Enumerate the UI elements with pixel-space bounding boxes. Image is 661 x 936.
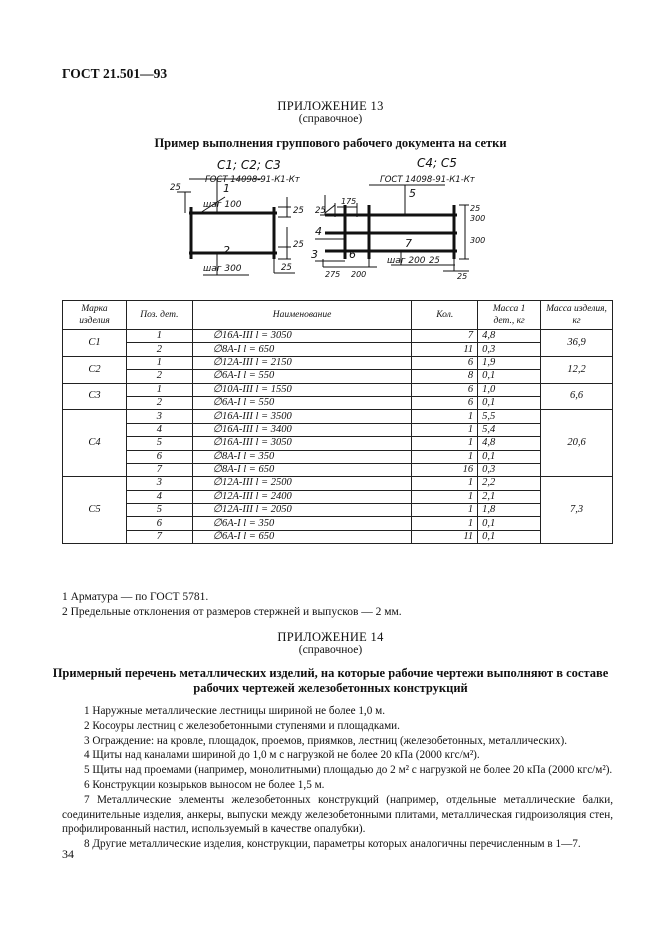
name-cell: ∅10А-III l = 1550 bbox=[192, 383, 412, 396]
pos-cell: 6 bbox=[126, 517, 192, 530]
mass-cell: 5,5 bbox=[478, 410, 541, 423]
qty-cell: 1 bbox=[412, 450, 478, 463]
name-cell: ∅16А-III l = 3050 bbox=[192, 437, 412, 450]
right-dim-275: 275 bbox=[325, 270, 341, 279]
mass-cell: 4,8 bbox=[478, 437, 541, 450]
name-cell: ∅6А-I l = 650 bbox=[192, 530, 412, 543]
pos-cell: 1 bbox=[126, 356, 192, 369]
col-header-pos: Поз. дет. bbox=[126, 301, 192, 330]
specification-table bbox=[62, 300, 613, 544]
table-row bbox=[63, 504, 613, 517]
left-dim-25-b: 25 bbox=[293, 206, 304, 216]
right-dim-25-a: 25 bbox=[315, 206, 326, 216]
table-row bbox=[63, 330, 613, 343]
qty-cell: 7 bbox=[412, 330, 478, 343]
mass-cell: 0,1 bbox=[478, 530, 541, 543]
right-dim-300-a: 300 bbox=[470, 214, 486, 223]
right-dim-25-b: 25 bbox=[429, 256, 440, 266]
qty-cell: 1 bbox=[412, 504, 478, 517]
note-2: 2 Предельные отклонения от размеров стержней и выпусков — 2 мм. bbox=[62, 606, 402, 618]
mass-cell: 1,0 bbox=[478, 383, 541, 396]
table-row bbox=[63, 463, 613, 476]
list-item: 1 Наружные металлические лестницы шириной не более 1,0 м. bbox=[84, 705, 385, 717]
pos-cell: 2 bbox=[126, 343, 192, 356]
qty-cell: 16 bbox=[412, 463, 478, 476]
table-row bbox=[63, 423, 613, 436]
name-cell: ∅12А-III l = 2050 bbox=[192, 504, 412, 517]
table-row bbox=[63, 437, 613, 450]
total-mass-cell: 7,3 bbox=[541, 477, 613, 544]
appendix-13-heading: Пример выполнения группового рабочего документа на сетки bbox=[154, 136, 507, 150]
right-pos-5: 5 bbox=[409, 187, 416, 200]
mass-cell: 1,9 bbox=[478, 356, 541, 369]
name-cell: ∅12А-III l = 2500 bbox=[192, 477, 412, 490]
right-step-200: шаг 200 bbox=[387, 256, 426, 266]
list-item: 6 Конструкции козырьков выносом не более 1,5 м. bbox=[84, 778, 325, 791]
mass-cell: 0,1 bbox=[478, 396, 541, 409]
right-pos-6: 6 bbox=[349, 248, 356, 261]
qty-cell: 6 bbox=[412, 383, 478, 396]
list-item: 2 Косоуры лестниц с железобетонными ступенями и площадками. bbox=[84, 719, 400, 732]
right-pos-3: 3 bbox=[311, 248, 318, 261]
pos-cell: 7 bbox=[126, 530, 192, 543]
left-dim-25-c: 25 bbox=[293, 240, 304, 250]
left-pos-1: 1 bbox=[223, 182, 230, 195]
table-row bbox=[63, 410, 613, 423]
left-pos-2: 2 bbox=[223, 244, 230, 257]
col-header-name: Наименование bbox=[192, 301, 412, 330]
appendix-13-title: ПРИЛОЖЕНИЕ 13 bbox=[277, 99, 384, 113]
name-cell: ∅12А-III l = 2150 bbox=[192, 356, 412, 369]
right-pos-4: 4 bbox=[315, 225, 322, 238]
appendix-14-heading-line-1: Примерный перечень металлических изделий, на которые рабочие чертежи выполняют в составе bbox=[52, 666, 609, 680]
name-cell: ∅16А-III l = 3400 bbox=[192, 423, 412, 436]
name-cell: ∅8А-I l = 650 bbox=[192, 463, 412, 476]
pos-cell: 5 bbox=[126, 437, 192, 450]
pos-cell: 3 bbox=[126, 410, 192, 423]
table-row bbox=[63, 370, 613, 383]
appendix-14-heading-line-2: рабочих чертежей железобетонных конструкций bbox=[193, 681, 468, 695]
right-dim-25-c: 25 bbox=[470, 204, 481, 213]
left-marks-label: С1; С2; С3 bbox=[217, 158, 281, 172]
name-cell: ∅6А-I l = 550 bbox=[192, 370, 412, 383]
qty-cell: 1 bbox=[412, 423, 478, 436]
pos-cell: 3 bbox=[126, 477, 192, 490]
pos-cell: 4 bbox=[126, 423, 192, 436]
qty-cell: 6 bbox=[412, 356, 478, 369]
col-header-mass-one: Масса 1 дет., кг bbox=[478, 301, 541, 330]
qty-cell: 1 bbox=[412, 437, 478, 450]
table-row bbox=[63, 383, 613, 396]
pos-cell: 7 bbox=[126, 463, 192, 476]
total-mass-cell: 20,6 bbox=[541, 410, 613, 477]
pos-cell: 6 bbox=[126, 450, 192, 463]
list-item: 4 Щиты над каналами шириной до 1,0 м с нагрузкой не более 20 кПа (2000 кгс/м²). bbox=[84, 749, 480, 762]
mass-cell: 1,8 bbox=[478, 504, 541, 517]
total-mass-cell: 12,2 bbox=[541, 356, 613, 383]
list-item: 3 Ограждение: на кровле, площадок, проемов, приямков, лестниц (железобетонных, металлических). bbox=[84, 734, 568, 747]
mass-cell: 0,1 bbox=[478, 450, 541, 463]
list-item: 5 Щиты над проемами (например, монолитными) площадью до 2 м² с нагрузкой не более 20 кПа (2000 кгс/м²). bbox=[84, 764, 613, 777]
mass-cell: 0,1 bbox=[478, 370, 541, 383]
pos-cell: 2 bbox=[126, 396, 192, 409]
right-marks-label: С4; С5 bbox=[417, 156, 457, 170]
mark-cell: С3 bbox=[63, 383, 127, 410]
mesh-drawing bbox=[165, 155, 505, 285]
mark-cell: С2 bbox=[63, 356, 127, 383]
name-cell: ∅12А-III l = 2400 bbox=[192, 490, 412, 503]
col-header-qty: Кол. bbox=[412, 301, 478, 330]
mark-cell: С5 bbox=[63, 477, 127, 544]
left-step-100: шаг 100 bbox=[203, 200, 242, 210]
appendix-14-title: ПРИЛОЖЕНИЕ 14 bbox=[277, 630, 384, 644]
metal-items-list bbox=[62, 704, 613, 852]
mark-cell: С1 bbox=[63, 330, 127, 357]
table-row bbox=[63, 490, 613, 503]
right-gost-label: ГОСТ 14098-91-К1-Кт bbox=[380, 175, 475, 185]
left-gost-label: ГОСТ 14098-91-К1-Кт bbox=[205, 175, 300, 185]
name-cell: ∅16А-III l = 3500 bbox=[192, 410, 412, 423]
qty-cell: 1 bbox=[412, 517, 478, 530]
table-row bbox=[63, 396, 613, 409]
right-dim-25-d: 25 bbox=[457, 272, 468, 281]
mass-cell: 2,2 bbox=[478, 477, 541, 490]
appendix-13-subtitle: (справочное) bbox=[298, 113, 363, 125]
mass-cell: 0,3 bbox=[478, 343, 541, 356]
table-row bbox=[63, 477, 613, 490]
table-row bbox=[63, 356, 613, 369]
table-row bbox=[63, 343, 613, 356]
name-cell: ∅6А-I l = 550 bbox=[192, 396, 412, 409]
table-row bbox=[63, 530, 613, 543]
name-cell: ∅8А-I l = 650 bbox=[192, 343, 412, 356]
table-row bbox=[63, 450, 613, 463]
col-header-mark: Марка изделия bbox=[63, 301, 127, 330]
name-cell: ∅6А-I l = 350 bbox=[192, 517, 412, 530]
pos-cell: 1 bbox=[126, 383, 192, 396]
left-dim-25-a: 25 bbox=[170, 183, 181, 193]
mass-cell: 5,4 bbox=[478, 423, 541, 436]
mass-cell: 0,1 bbox=[478, 517, 541, 530]
name-cell: ∅16А-III l = 3050 bbox=[192, 330, 412, 343]
left-dim-25-d: 25 bbox=[281, 263, 292, 273]
pos-cell: 1 bbox=[126, 330, 192, 343]
mark-cell: С4 bbox=[63, 410, 127, 477]
right-dim-175: 175 bbox=[341, 197, 357, 206]
mass-cell: 0,3 bbox=[478, 463, 541, 476]
table-header-row bbox=[63, 301, 613, 330]
note-1: 1 Арматура — по ГОСТ 5781. bbox=[62, 591, 209, 603]
qty-cell: 6 bbox=[412, 396, 478, 409]
total-mass-cell: 6,6 bbox=[541, 383, 613, 410]
right-dim-300-b: 300 bbox=[470, 236, 486, 245]
name-cell: ∅8А-I l = 350 bbox=[192, 450, 412, 463]
page-number: 34 bbox=[62, 847, 74, 861]
qty-cell: 11 bbox=[412, 343, 478, 356]
col-header-mass-total: Масса изделия, кг bbox=[541, 301, 613, 330]
qty-cell: 1 bbox=[412, 490, 478, 503]
left-step-300: шаг 300 bbox=[203, 264, 242, 274]
qty-cell: 1 bbox=[412, 477, 478, 490]
table-row bbox=[63, 517, 613, 530]
list-item: 8 Другие металлические изделия, конструкции, параметры которых аналогичны перечисленным в 1—7. bbox=[84, 838, 581, 851]
qty-cell: 1 bbox=[412, 410, 478, 423]
total-mass-cell: 36,9 bbox=[541, 330, 613, 357]
qty-cell: 8 bbox=[412, 370, 478, 383]
pos-cell: 2 bbox=[126, 370, 192, 383]
list-item: 7 Металлические элементы железобетонных конструкций (например, отдельные металлические балки, соединительные изделия, анкеры, выпуски между железобетонными плитами, металлическая гидроизоляция стен, профилированный настил, используемый в качестве опалубки). bbox=[62, 793, 613, 836]
mass-cell: 2,1 bbox=[478, 490, 541, 503]
pos-cell: 5 bbox=[126, 504, 192, 517]
document-header: ГОСТ 21.501—93 bbox=[62, 66, 168, 81]
right-dim-200: 200 bbox=[351, 270, 367, 279]
right-pos-7: 7 bbox=[405, 237, 412, 250]
pos-cell: 4 bbox=[126, 490, 192, 503]
qty-cell: 11 bbox=[412, 530, 478, 543]
appendix-14-subtitle: (справочное) bbox=[298, 644, 363, 656]
mass-cell: 4,8 bbox=[478, 330, 541, 343]
